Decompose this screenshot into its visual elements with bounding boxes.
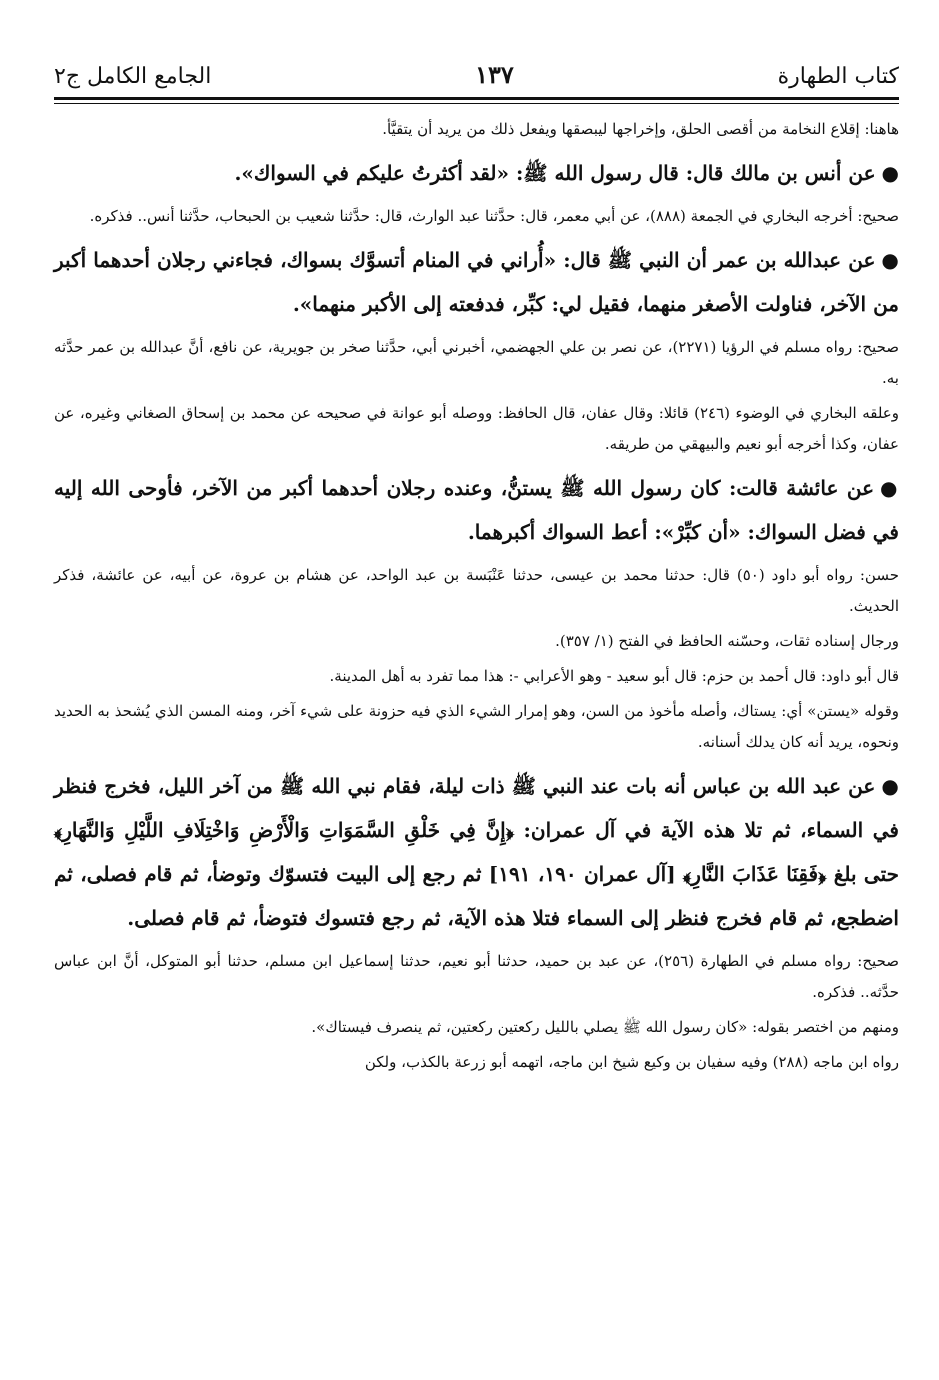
paragraph-text: قال أبو داود: قال أحمد بن حزم: قال أبو سعيد - وهو الأعرابي -: هذا مما تفرد به أهل المدينة. (329, 667, 899, 685)
commentary-paragraph (54, 946, 899, 1008)
paragraph-text: عن أنس بن مالك قال: قال رسول الله ﷺ: «لقد أكثرتُ عليكم في السواك». (234, 161, 876, 185)
hadith-paragraph (54, 764, 899, 940)
paragraph-text: عن عبدالله بن عمر أن النبي ﷺ قال: «أُراني في المنام أتسوَّك بسواك، فجاءني رجلان أحدهما أكبر من الآخر، فناولت الأصغر منهما، فقيل لي: كبِّر، فدفعته إلى الأكبر منهما». (54, 248, 899, 316)
paragraph-text: ورجال إسناده ثقات، وحسّنه الحافظ في الفتح (١/ ٣٥٧). (555, 632, 899, 650)
document-page (54, 60, 899, 1082)
hadith-paragraph (54, 238, 899, 326)
commentary-paragraph (54, 398, 899, 460)
paragraph-text: ومنهم من اختصر بقوله: «كان رسول الله ﷺ يصلي بالليل ركعتين ركعتين، ثم ينصرف فيستاك». (311, 1018, 899, 1036)
chapter-title: كتاب الطهارة (777, 64, 899, 89)
book-title: الجامع الكامل ج٢ (54, 64, 212, 89)
commentary-paragraph (54, 560, 899, 622)
paragraph-text: صحيح: رواه مسلم في الرؤيا (٢٢٧١)، عن نصر بن علي الجهضمي، أخبرني أبي، حدَّثنا صخر بن جويرية، عن نافع، أنَّ عبدالله بن عمر حدَّثه به. (54, 338, 899, 387)
paragraph-text: صحيح: أخرجه البخاري في الجمعة (٨٨٨)، عن أبي معمر، قال: حدَّثنا عبد الوارث، قال: حدَّثنا شعيب بن الحبحاب، حدَّثنا أنس.. فذكره. (89, 207, 899, 225)
paragraph-text: وعلقه البخاري في الوضوء (٢٤٦) قائلا: وقال عفان، قال الحافظ: ووصله أبو عوانة في صحيحه عن محمد بن إسحاق الصغاني وغيره، عن عفان، وكذا أخرجه أبو نعيم والبيهقي من طريقه. (54, 404, 899, 453)
commentary-paragraph (54, 1047, 899, 1078)
paragraph-text: هاهنا: إقلاع النخامة من أقصى الحلق، وإخراجها ليبصقها ويفعل ذلك من يريد أن يتقيَّأ. (382, 120, 899, 138)
header-rule-thick (54, 97, 899, 100)
paragraph-text: عن عائشة قالت: كان رسول الله ﷺ يستنُّ، وعنده رجلان أحدهما أكبر من الآخر، فأوحى الله إليه في فضل السواك: «أن كبِّرْ»: أعط السواك أكبرهما. (54, 476, 899, 544)
paragraph-text: صحيح: رواه مسلم في الطهارة (٢٥٦)، عن عبد بن حميد، حدثنا أبو نعيم، حدثنا إسماعيل ابن مسلم، حدثنا أبو المتوكل، أنَّ ابن عباس حدَّثه.. فذكره. (54, 952, 899, 1001)
commentary-paragraph (54, 201, 899, 232)
commentary-paragraph (54, 332, 899, 394)
running-header (54, 60, 899, 95)
bullet-icon: ● (881, 774, 899, 798)
bullet-icon: ● (881, 161, 899, 185)
commentary-paragraph (54, 626, 899, 657)
paragraph-text: رواه ابن ماجه (٢٨٨) وفيه سفيان بن وكيع شيخ ابن ماجه، اتهمه أبو زرعة بالكذب، ولكن (364, 1053, 899, 1071)
body-text (54, 114, 899, 1078)
header-rule-thin (54, 103, 899, 104)
bullet-icon: ● (880, 476, 899, 500)
page-number: ١٣٧ (475, 60, 514, 89)
bullet-icon: ● (881, 248, 900, 272)
commentary-paragraph (54, 661, 899, 692)
paragraph-text: وقوله «يستن» أي: يستاك، وأصله مأخوذ من السن، وهو إمرار الشيء الذي فيه حزونة على شيء آخر، ومنه المسن الذي يُشحذ به الحديد ونحوه، يريد أنه كان يدلك أسنانه. (54, 702, 899, 751)
commentary-paragraph (54, 696, 899, 758)
commentary-paragraph (54, 114, 899, 145)
commentary-paragraph (54, 1012, 899, 1043)
hadith-paragraph (54, 466, 899, 554)
paragraph-text: حسن: رواه أبو داود (٥٠) قال: حدثنا محمد بن عيسى، حدثنا عَنْبَسة بن عبد الواحد، عن هشام بن عروة، عن أبيه، عن عائشة، فذكر الحديث. (54, 566, 900, 615)
paragraph-text: عن عبد الله بن عباس أنه بات عند النبي ﷺ ذات ليلة، فقام نبي الله ﷺ من آخر الليل، فخرج فنظر في السماء، ثم تلا هذه الآية في آل عمران: ﴿إِنَّ فِي خَلْقِ السَّمَوَاتِ وَالْأَرْضِ وَاخْتِلَافِ اللَّيْلِ وَالنَّهَارِ﴾ حتى بلغ ﴿فَقِنَا عَذَابَ النَّارِ﴾ [آل عمران ١٩٠، ١٩١] ثم رجع إلى البيت فتسوّك وتوضأ، ثم قام فصلى، ثم اضطجع، ثم قام فخرج فنظر إلى السماء فتلا هذه الآية، ثم رجع فتسوك فتوضأ، ثم قام فصلى. (54, 774, 899, 930)
hadith-paragraph (54, 151, 899, 195)
